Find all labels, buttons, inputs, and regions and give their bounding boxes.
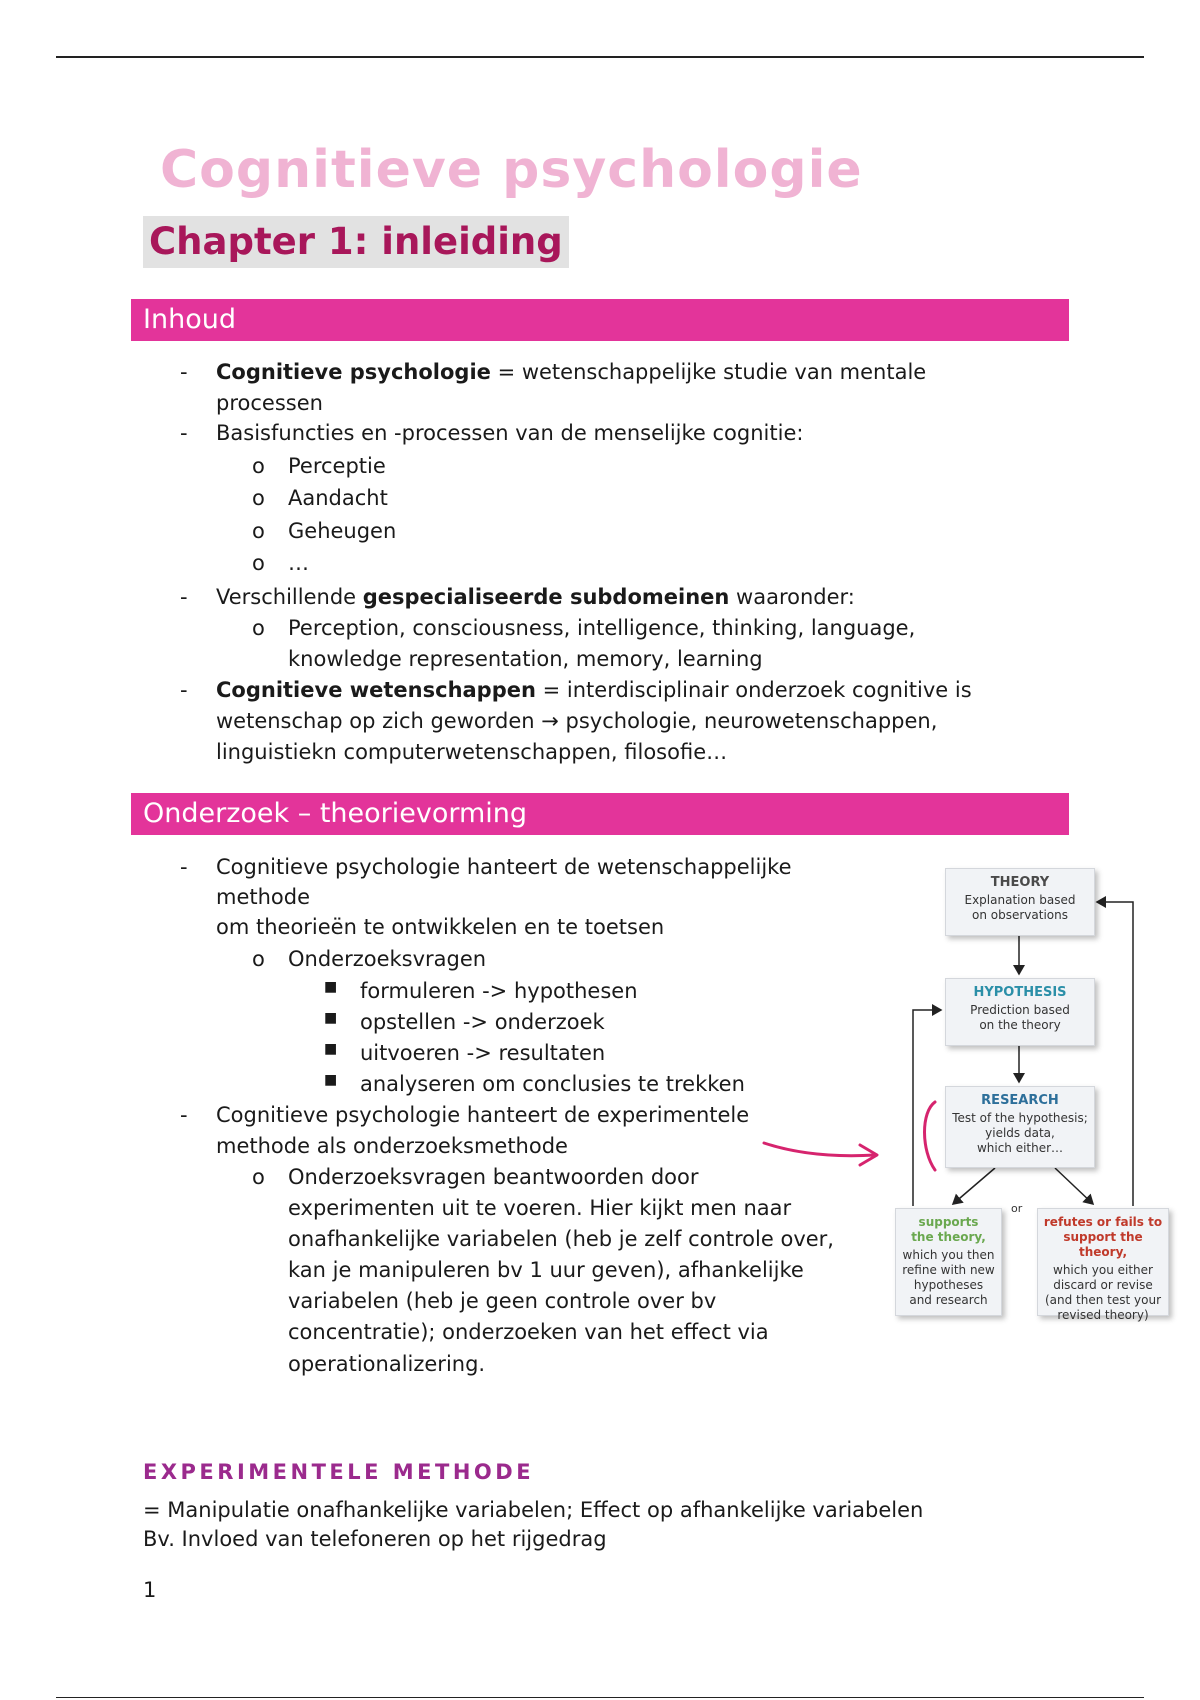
onderzoek-bullet-2-cont: methode als onderzoeksmethode: [216, 1134, 568, 1158]
diagram-hypothesis-box: [945, 978, 1095, 1046]
onderzoek-bullet-1: Cognitieve psychologie hanteert de wetenschappelijke: [216, 855, 792, 879]
box-text: hypotheses: [913, 1278, 984, 1292]
square-bullet: ■: [324, 1041, 338, 1057]
box-text: discard or revise: [1053, 1278, 1153, 1292]
subheading-experimentele-methode: EXPERIMENTELE METHODE: [143, 1460, 535, 1484]
list-item: Aandacht: [288, 486, 388, 510]
circle-bullet: o: [252, 616, 265, 640]
diagram-theory-box: [945, 868, 1095, 936]
list-item: opstellen -> onderzoek: [360, 1010, 605, 1034]
list-item-cont: concentratie); onderzoeken van het effect via: [288, 1320, 769, 1344]
inhoud-bullet-1-cont: processen: [216, 391, 323, 415]
text-run: waaronder:: [729, 585, 855, 609]
box-title: supports: [918, 1215, 979, 1229]
inhoud-bullet-1: [216, 360, 926, 384]
chapter-title: Chapter 1: inleiding: [143, 216, 569, 268]
list-item: uitvoeren -> resultaten: [360, 1041, 606, 1065]
term-bold: Cognitieve wetenschappen: [216, 678, 536, 702]
circle-bullet: o: [252, 454, 265, 478]
box-title: HYPOTHESIS: [973, 985, 1067, 1000]
list-item-cont: kan je manipuleren bv 1 uur geven), afhankelijke: [288, 1258, 804, 1282]
dash-bullet: -: [180, 855, 188, 879]
inhoud-bullet-3: [216, 585, 855, 609]
box-text: on observations: [972, 908, 1068, 922]
box-text: which you then: [902, 1248, 995, 1262]
term-bold: gespecialiseerde subdomeinen: [362, 585, 730, 609]
dash-bullet: -: [180, 678, 188, 702]
annotation-arrow: [760, 1135, 885, 1175]
term-bold: Cognitieve psychologie: [216, 360, 491, 384]
box-text: Prediction based: [970, 1003, 1070, 1017]
dash-bullet: -: [180, 1103, 188, 1127]
box-text: Explanation based: [964, 893, 1076, 907]
list-item: Geheugen: [288, 519, 397, 543]
bottom-rule: [56, 1697, 1144, 1698]
definition-text: = wetenschappelijke studie van mentale: [490, 360, 927, 384]
circle-bullet: o: [252, 551, 265, 575]
or-label: or: [1011, 1202, 1023, 1215]
box-title: refutes or fails to: [1043, 1215, 1163, 1229]
onderzoek-bullet-1-cont: om theorieën te ontwikkelen en te toetsen: [216, 915, 665, 939]
section-heading-onderzoek: Onderzoek – theorievorming: [131, 793, 1069, 835]
box-text: revised theory): [1057, 1308, 1149, 1322]
box-text: refine with new: [902, 1263, 995, 1277]
inhoud-bullet-2: Basisfuncties en -processen van de menselijke cognitie:: [216, 421, 804, 445]
list-item: analyseren om conclusies te trekken: [360, 1072, 745, 1096]
circle-bullet: o: [252, 519, 265, 543]
page-number: 1: [143, 1578, 157, 1602]
list-item: Perception, consciousness, intelligence, thinking, language,: [288, 616, 916, 640]
circle-bullet: o: [252, 947, 265, 971]
box-title: THEORY: [990, 875, 1050, 890]
top-rule: [56, 56, 1144, 58]
list-item: Onderzoeksvragen beantwoorden door: [288, 1165, 699, 1189]
onderzoek-bullet-1-cont: methode: [216, 885, 311, 909]
list-item-cont: variabelen (heb je geen controle over bv: [288, 1289, 717, 1313]
box-text: and research: [909, 1293, 988, 1307]
box-text: yields data,: [985, 1126, 1055, 1140]
square-bullet: ■: [324, 1010, 338, 1026]
inhoud-bullet-4: [216, 678, 972, 702]
list-item: Onderzoeksvragen: [288, 947, 487, 971]
diagram-supports-box: [895, 1208, 1002, 1316]
definition-text: = interdisciplinair onderzoek cognitive is: [535, 678, 972, 702]
box-title: RESEARCH: [981, 1093, 1059, 1108]
box-text: (and then test your: [1044, 1293, 1162, 1307]
list-item-cont: knowledge representation, memory, learning: [288, 647, 763, 671]
box-text: on the theory: [979, 1018, 1061, 1032]
dash-bullet: -: [180, 360, 188, 384]
list-item-cont: onafhankelijke variabelen (heb je zelf controle over,: [288, 1227, 834, 1251]
inhoud-bullet-4-cont: wetenschap op zich geworden → psychologie, neurowetenschappen,: [216, 709, 938, 733]
circle-bullet: o: [252, 1165, 265, 1189]
list-item-cont: operationalizering.: [288, 1352, 486, 1376]
list-item-cont: experimenten uit te voeren. Hier kijkt men naar: [288, 1196, 792, 1220]
list-item: …: [288, 551, 309, 575]
inhoud-bullet-4-cont: linguistiekn computerwetenschappen, filosofie…: [216, 740, 728, 764]
box-text: which either…: [976, 1141, 1064, 1155]
experimentele-example: Bv. Invloed van telefoneren op het rijgedrag: [143, 1527, 607, 1551]
dash-bullet: -: [180, 585, 188, 609]
section-heading-inhoud: Inhoud: [131, 299, 1069, 341]
text-run: Verschillende: [216, 585, 363, 609]
dash-bullet: -: [180, 421, 188, 445]
theory-research-diagram: [885, 850, 1175, 1330]
box-title: support the theory,: [1063, 1230, 1143, 1259]
list-item: Perceptie: [288, 454, 386, 478]
document-title: Cognitieve psychologie: [160, 140, 863, 200]
onderzoek-bullet-2: Cognitieve psychologie hanteert de experimentele: [216, 1103, 750, 1127]
square-bullet: ■: [324, 979, 338, 995]
list-item: formuleren -> hypothesen: [360, 979, 638, 1003]
diagram-refutes-box: [1037, 1208, 1169, 1322]
box-title: the theory,: [911, 1230, 986, 1244]
diagram-research-box: [945, 1086, 1095, 1168]
circle-bullet: o: [252, 486, 265, 510]
experimentele-definition: = Manipulatie onafhankelijke variabelen; Effect op afhankelijke variabelen: [143, 1498, 924, 1522]
box-text: which you either: [1053, 1263, 1153, 1277]
box-text: Test of the hypothesis;: [952, 1111, 1088, 1125]
square-bullet: ■: [324, 1072, 338, 1088]
